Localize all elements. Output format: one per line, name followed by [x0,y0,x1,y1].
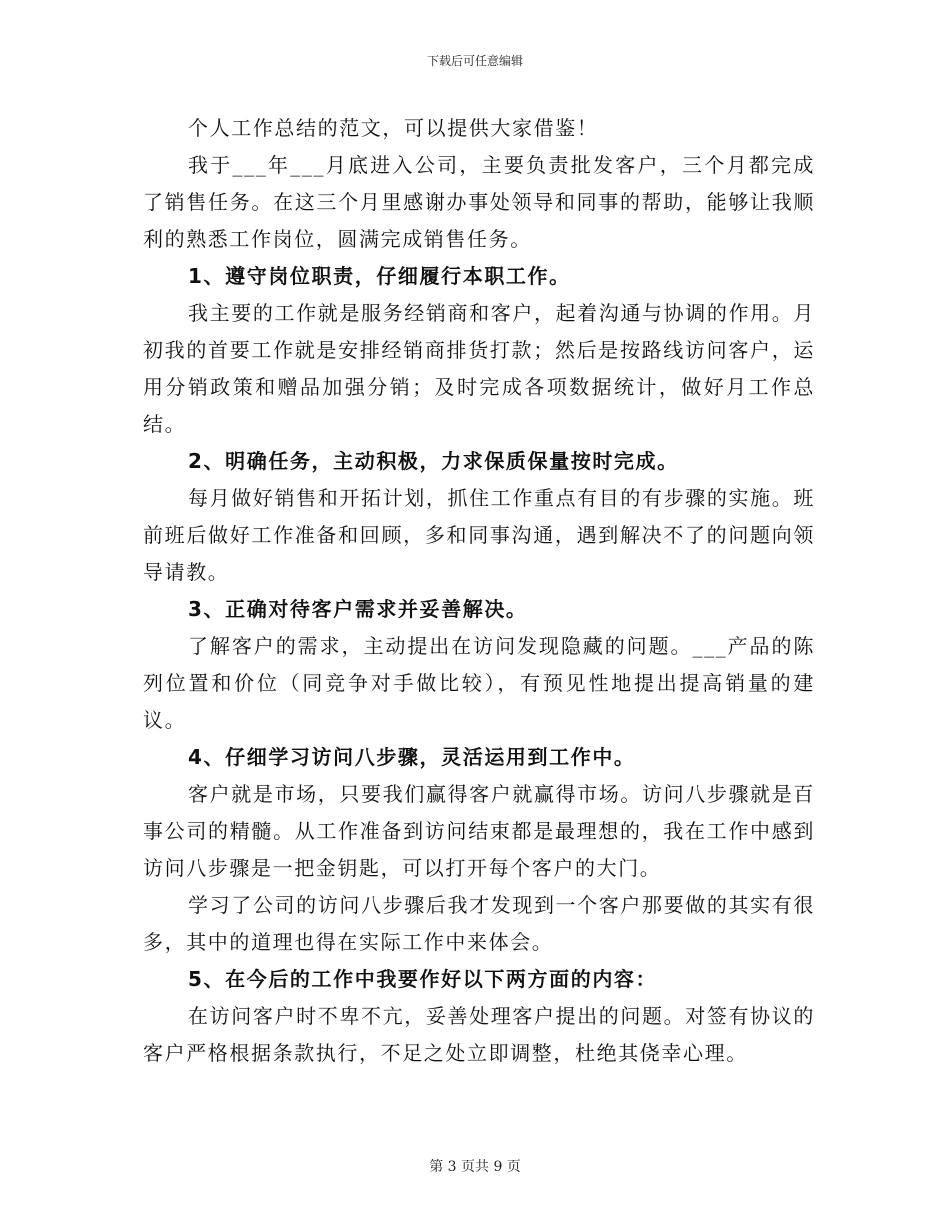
section-heading-3: 3、正确对待客户需求并妥善解决。 [188,597,528,621]
body-paragraph: 每月做好销售和开拓计划，抓住工作重点有目的有步骤的实施。班前班后做好工作准备和回顾，多和同事沟通，遇到解决不了的问题向领导请教。 [143,486,815,584]
body-paragraph: 在访问客户时不卑不亢，妥善处理客户提出的问题。对签有协议的客户严格根据条款执行，不足之处立即调整，杜绝其侥幸心理。 [143,1004,815,1065]
section-heading-1: 1、遵守岗位职责，仔细履行本职工作。 [188,264,571,288]
section-heading-4: 4、仔细学习访问八步骤，灵活运用到工作中。 [188,745,636,769]
page-footer: 第 3 页共 9 页 [429,1159,521,1175]
body-paragraph: 我主要的工作就是服务经销商和客户，起着沟通与协调的作用。月初我的首要工作就是安排经销商排货打款；然后是按路线访问客户，运用分销政策和赠品加强分销；及时完成各项数据统计，做好月工作总结。 [143,301,815,436]
intro-paragraph: 个人工作总结的范文，可以提供大家借鉴！ [188,116,599,140]
section-heading-2: 2、明确任务，主动积极，力求保质保量按时完成。 [188,449,679,473]
body-paragraph: 了解客户的需求，主动提出在访问发现隐藏的问题。___产品的陈列位置和价位（同竞争对手做比较），有预见性地提出提高销量的建议。 [143,634,815,732]
document-body [143,110,815,1072]
page-header: 下载后可任意编辑 [426,54,523,68]
body-paragraph: 我于___年___月底进入公司，主要负责批发客户，三个月都完成了销售任务。在这三个月里感谢办事处领导和同事的帮助，能够让我顺利的熟悉工作岗位，圆满完成销售任务。 [143,153,815,251]
section-heading-5: 5、在今后的工作中我要作好以下两方面的内容： [188,967,658,991]
body-paragraph: 学习了公司的访问八步骤后我才发现到一个客户那要做的其实有很多，其中的道理也得在实际工作中来体会。 [143,893,815,954]
body-paragraph: 客户就是市场，只要我们赢得客户就赢得市场。访问八步骤就是百事公司的精髓。从工作准备到访问结束都是最理想的，我在工作中感到访问八步骤是一把金钥匙，可以打开每个客户的大门。 [143,782,815,880]
